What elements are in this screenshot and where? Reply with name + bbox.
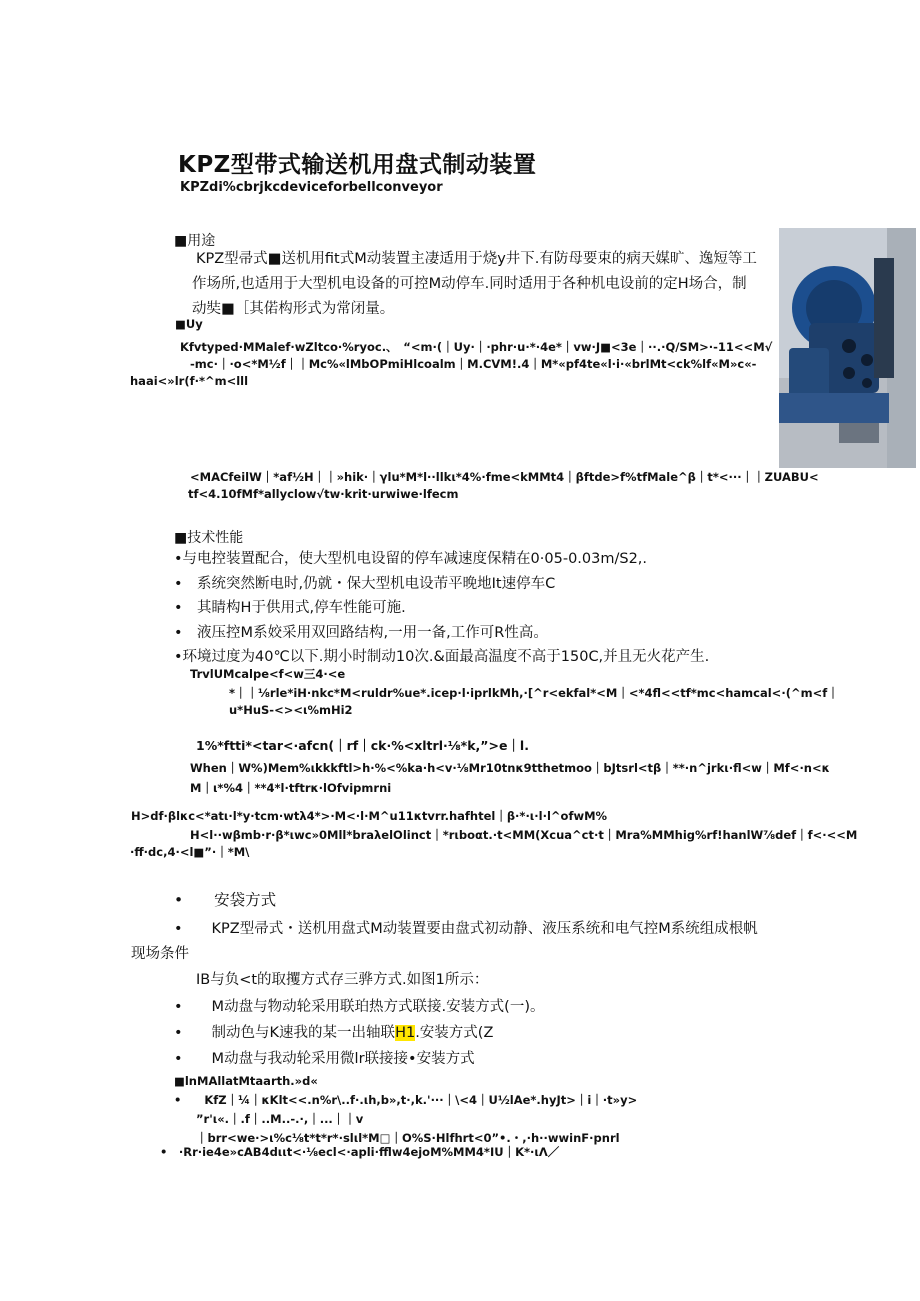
tech-en-e-2: ·ff·dc,4·<l■”·｜*M\: [130, 845, 250, 859]
install-item-2-text: • 制动色与K速我的某一出轴联: [174, 1025, 396, 1041]
usage-line-3: 动奘■［其偌构形式为常闭量。: [192, 301, 395, 317]
usage-en-heading: ■Uy: [175, 317, 203, 331]
install-en-block: [174, 1091, 637, 1148]
install-item-1: • M动盘与物动轮采用联珀热方式联接.安装方式(一)。: [174, 999, 545, 1015]
usage-line-1: KPZ型帚式■送机用fit式M动装置主凄适用于烧y井下.有防母要束的病天媒旷、逸短等工: [196, 251, 757, 267]
tech-en-e-1: H<l··wβmb·r·β*ιwc»0Mll*braλelOlinct｜*rιboαt.·t<MM(Xcua^ct·t｜Mra%MMhig%rf!hanlW⅞def｜f<·<<M: [190, 828, 858, 842]
tech-en-block-c: [190, 760, 830, 797]
tech-en-block-a: [229, 685, 839, 719]
install-item-2-highlight: H1: [395, 1025, 416, 1041]
usage-en-block-2: [190, 469, 819, 503]
tech-en-b: 1%*ftti*<tar<·afcn(｜rf｜ck·%<xltrl·⅛*k,”>e｜l.: [196, 738, 529, 753]
install-intro: IB与负<t的取攫方式存三骅方式.如图1所示：: [196, 972, 489, 988]
usage-en2-line-2: tf<4.10fMf*allyclow√tw·krit·urwiwe·lfecm: [188, 487, 459, 501]
tech-item-4: • 液压控M系姣采用双回路结构,一用一备,工作可R性高。: [174, 624, 548, 641]
tech-item-3: • 其睛构H于供用式,停车性能可施.: [174, 600, 406, 616]
install-en-last: • ·Rr·ie4e»cAB4dιιt<·⅛ecl<·apli·fflw4ejoM%MM4*IU｜K*·ιΛ／: [160, 1145, 560, 1159]
usage-paragraph: [192, 247, 757, 322]
tech-en-heading: TrvlUMcalpe<f<w三4·<e: [190, 667, 346, 681]
install-item-2-tail: .安装方式(Z: [415, 1025, 494, 1041]
tech-en-block-e: [130, 827, 858, 861]
tech-list: [174, 547, 709, 670]
machine-photo-icon: [779, 228, 916, 468]
usage-en-block: [130, 339, 773, 390]
install-en-line-3: ｜brr<we·>ι%c⅛t*t*r*·slιl*M□｜O%S·Hlfhrt<0”•.・,·h··wwinF·pnrl: [196, 1131, 620, 1145]
usage-en2-line-1: <MACfeilW｜*af½H｜｜»hik·｜γlu*M*l··llkι*4%·fme<kMMt4｜βftde>f%tfMale^β｜t*<···｜｜ZUABU<: [190, 470, 819, 484]
install-list: [174, 994, 544, 1072]
install-en-heading: ■lnMAllatMtaarth.»d«: [174, 1074, 318, 1088]
usage-heading: ■用途: [174, 233, 216, 249]
install-para-line-1: • KPZ型帚式・送机用盘式M动装置要由盘式初动静、液压系统和电气控M系统组成根帆: [174, 921, 758, 937]
usage-en-line-3: haai<»lr(f·*^m<lll: [130, 374, 249, 388]
tech-heading: ■技术性能: [174, 530, 244, 546]
doc-subtitle-en: KPZdi%cbrjkcdeviceforbellconveyor: [180, 180, 443, 195]
tech-en-d: H>df·βlκc<*atι·l*y·tcm·wtλ4*>·M<·l·M^u11κtvrr.hafhtel｜β·*·ι·l·l^ofwM%: [131, 809, 608, 823]
install-item-2: [174, 1020, 544, 1046]
install-item-3: • M动盘与我动轮采用微lr联接接•安装方式: [174, 1051, 475, 1067]
usage-en-line-2: -mc·｜·o<*M½f｜｜Mc%«lMbOPmiHlcoalm｜M.CVM!.4｜M*«pf4te«l·i·«brlMt<ck%lf«M»c«-: [190, 357, 757, 371]
tech-en-a-2: u*HuS-<><ι%mHi2: [229, 703, 353, 717]
install-para-line-2: 现场条件: [131, 946, 189, 962]
usage-line-2: 作场所,也适用于大型机电设备的可控M动停车.同时适用于各种机电设前的定H场合，制: [192, 276, 747, 292]
tech-en-c-2: M｜ι*%4｜**4*l·tftrκ·lOfvipmrni: [190, 781, 392, 795]
tech-en-c-1: When｜W%)Mem%ιkkkftl>h·%<%ka·h<v·⅛Mr10tnκ9tthetmoo｜bJtsrl<tβ｜**·n^jrkι·fl<w｜Mf<·n<κ: [190, 761, 830, 775]
install-en-line-2: ”r'ι«.｜.f｜..M..-.·,｜...｜｜v: [196, 1112, 364, 1126]
install-heading: • 安袋方式: [174, 891, 277, 909]
machine-photo: [779, 228, 916, 468]
tech-item-2: • 系统突然断电时,仍就・保大型机电设芾平晚地It速停车C: [174, 575, 556, 592]
usage-en-line-1: Kfvtyped·MMalef·wZltco·%ryoc.、 “<m·(｜Uy·｜·phr·u·*·4e*｜vw·J■<3e｜··.·Q/SM>·-11<<M√: [180, 340, 773, 354]
tech-en-a-1: *｜｜⅛rle*iH·nkc*M<ruldr%ue*.icep·l·iprlkMh,·[^r<ekfal*<M｜<*4fl<<tf*mc<hamcal<·(^m<f｜: [229, 686, 839, 700]
tech-item-5: •环境过度为40℃以下.期小时制动10次.&面最高温度不高于150C,并且无火花产生.: [174, 649, 710, 665]
tech-item-1: •与电控装置配合，使大型机电设留的停车减速度保精在0·05-0.03m/S2,.: [174, 551, 648, 567]
doc-title: KPZ型带式输送机用盘式制动装置: [178, 152, 537, 178]
install-en-line-1: • KfZ｜¼｜κKlt<<.n%r\..f·.ιh,b»,t·,k.'···｜\<4｜U½lAe*.hyJt>｜i｜·t»y>: [174, 1093, 638, 1107]
